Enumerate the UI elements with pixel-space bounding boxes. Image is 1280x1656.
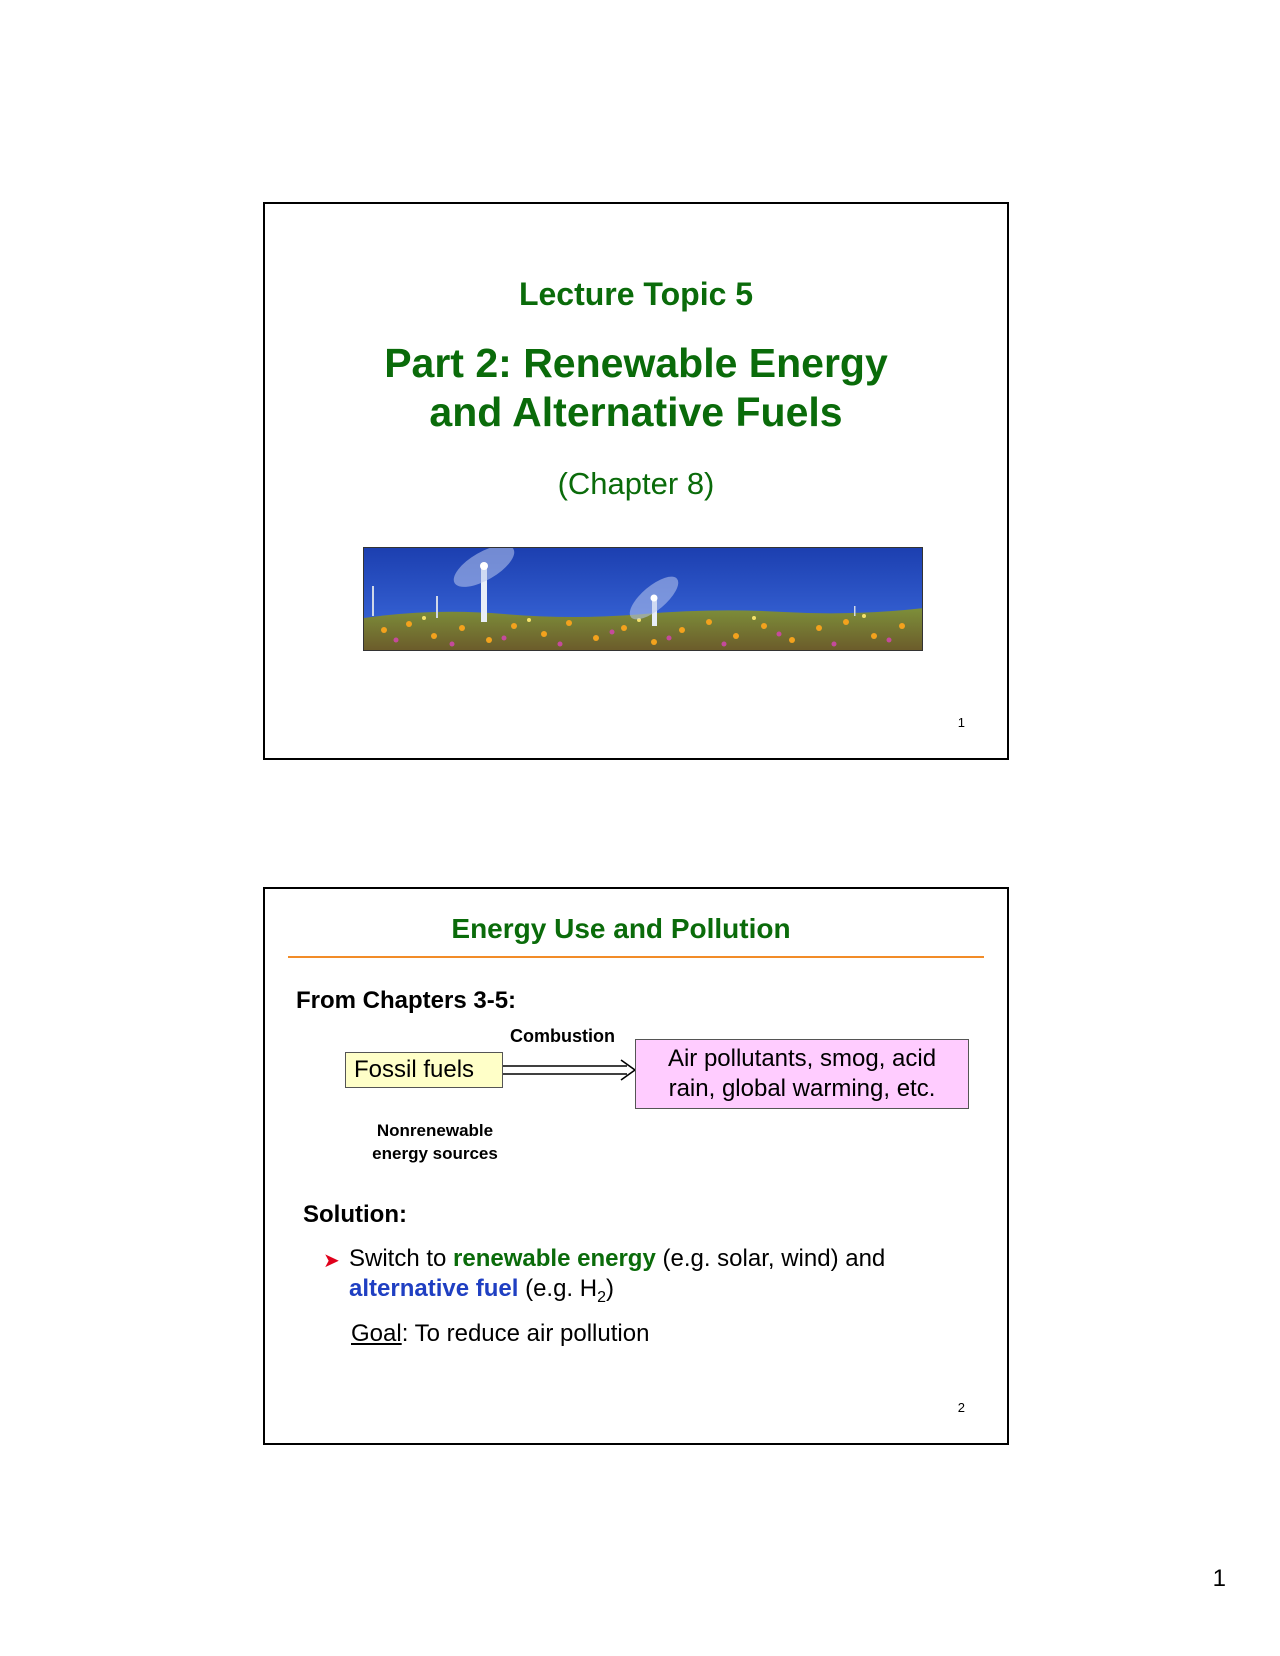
bullet-suffix-open: (e.g. H	[518, 1275, 598, 1302]
bullet-prefix: Switch to	[349, 1245, 454, 1272]
lecture-topic: Lecture Topic 5	[518, 276, 754, 312]
bullet-suffix-close: )	[606, 1275, 615, 1302]
goal-label: Goal	[351, 1320, 402, 1347]
chapter-label: (Chapter 8)	[557, 466, 715, 501]
renewable-energy-term: renewable energy	[453, 1245, 656, 1272]
arrowhead-bullet-icon: ➤	[323, 1250, 340, 1272]
slide-number: 1	[957, 715, 965, 730]
pollutants-line-1: Air pollutants, smog, acid	[667, 1045, 937, 1072]
nonrenewable-line-1: Nonrenewable	[376, 1121, 494, 1140]
alternative-fuel-term: alternative fuel	[349, 1275, 519, 1302]
goal-line	[351, 1320, 649, 1348]
slide-number: 2	[957, 1400, 965, 1415]
solution-bullet	[323, 1244, 963, 1313]
slide-1	[263, 202, 1009, 760]
slide-title	[265, 339, 1007, 437]
title-divider	[288, 956, 984, 958]
wind-turbine-photo	[363, 547, 923, 651]
pollutants-line-2: rain, global warming, etc.	[668, 1075, 936, 1102]
bullet-middle: (e.g. solar, wind) and	[655, 1245, 886, 1272]
solution-heading: Solution:	[303, 1201, 407, 1228]
nonrenewable-label	[353, 1119, 517, 1165]
slide-title: Energy Use and Pollution	[451, 913, 791, 944]
pollutants-box	[635, 1039, 969, 1109]
slide-2	[263, 887, 1009, 1445]
from-chapters-heading: From Chapters 3-5:	[296, 987, 517, 1014]
bullet-text	[349, 1244, 963, 1313]
goal-text: : To reduce air pollution	[401, 1320, 650, 1347]
combustion-label: Combustion	[510, 1026, 615, 1046]
page-number: 1	[1212, 1565, 1226, 1592]
fossil-fuels-box: Fossil fuels	[345, 1052, 503, 1088]
double-line-arrow-icon	[503, 1055, 639, 1085]
title-line-2: and Alternative Fuels	[429, 389, 843, 435]
title-line-1: Part 2: Renewable Energy	[384, 340, 888, 386]
nonrenewable-line-2: energy sources	[372, 1144, 498, 1163]
hydrogen-subscript: 2	[597, 1288, 607, 1306]
